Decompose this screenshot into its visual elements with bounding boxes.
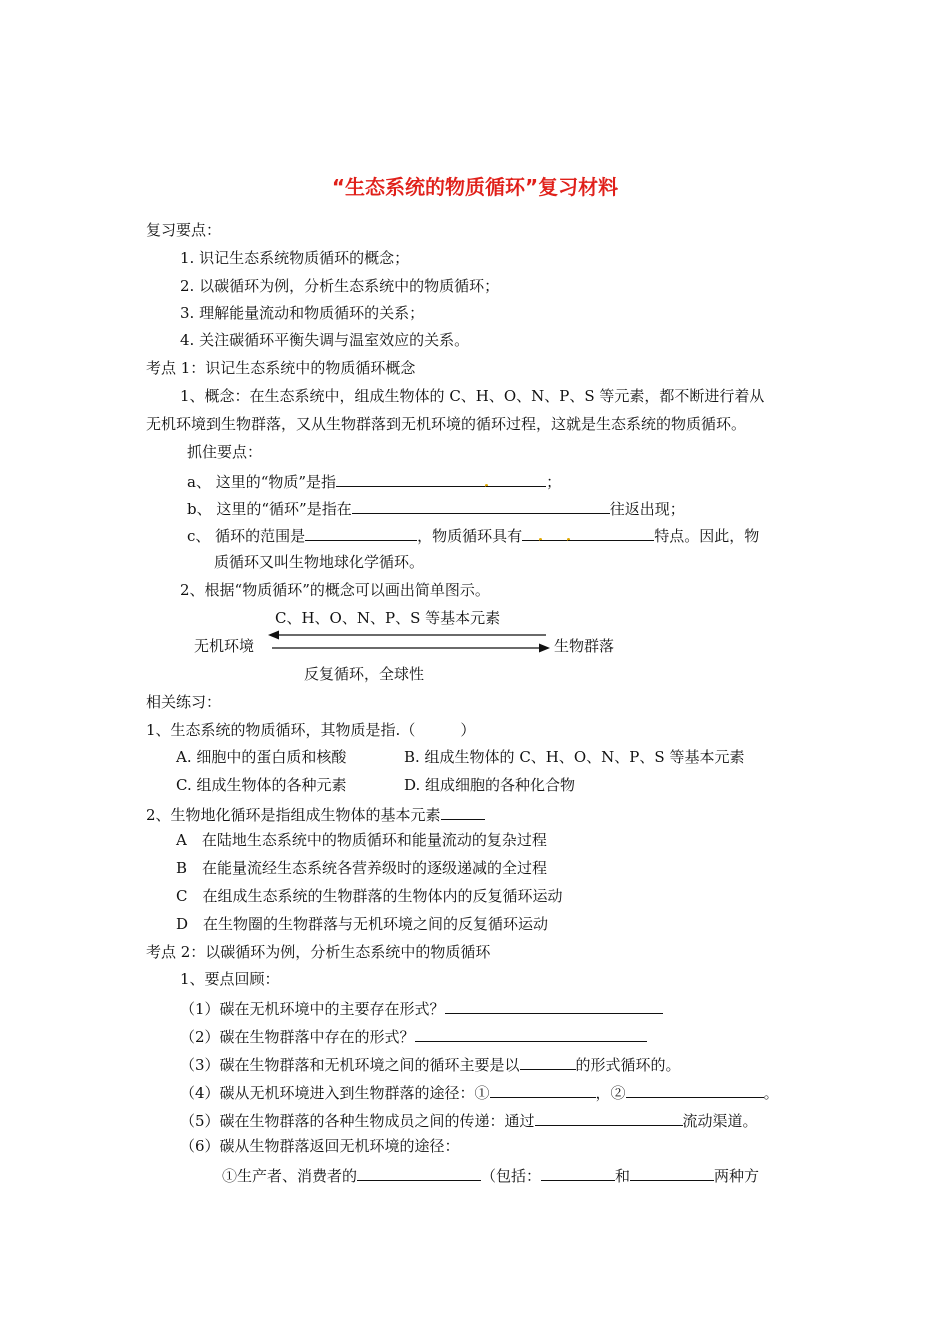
- page-title: “生态系统的物质循环”复习材料: [331, 175, 619, 199]
- kp1-diagram-intro: 2、根据“物质循环”的概念可以画出简单图示。: [180, 581, 490, 599]
- answer-blank[interactable]: [520, 1053, 576, 1070]
- practice-q2-option-a[interactable]: A 在陆地生态系统中的物质循环和能量流动的复杂过程: [176, 831, 547, 849]
- practice-q2: [146, 803, 485, 825]
- kp1-item-b-suffix: 往返出现；: [609, 500, 685, 518]
- kp2-q2: [180, 1025, 647, 1047]
- answer-blank[interactable]: [441, 803, 485, 820]
- review-point-item: 2. 以碳循环为例，分析生态系统中的物质循环；: [180, 277, 500, 295]
- kp2-q3-text: （3）碳在生物群落和无机环境之间的循环主要是以: [180, 1056, 520, 1074]
- diagram-bottom-label: 反复循环，全球性: [304, 665, 425, 683]
- answer-blank[interactable]: [336, 470, 486, 487]
- kp1-item-b-text: b、 这里的“循环”是指在: [187, 500, 352, 518]
- kp1-grasp: 抓住要点：: [187, 443, 263, 461]
- practice-q2-text: 2、生物地化循环是指组成生物体的基本元素: [146, 806, 441, 824]
- practice-q1: 1、生态系统的物质循环，其物质是指.（ ）: [146, 721, 476, 739]
- kp2-q6-item1: [222, 1164, 759, 1186]
- answer-blank[interactable]: [490, 1081, 596, 1098]
- kp2-q6-item1-mid1: （包括：: [481, 1167, 542, 1185]
- review-points-heading: 复习要点：: [146, 221, 222, 239]
- cycle-arrows-icon: [268, 628, 550, 654]
- kp1-item-c: [187, 524, 759, 546]
- kp2-q5: [180, 1109, 758, 1131]
- kp2-q1: [180, 997, 663, 1019]
- answer-blank[interactable]: [415, 1025, 647, 1042]
- answer-blank[interactable]: [541, 1164, 615, 1181]
- kp2-recap: 1、要点回顾：: [180, 970, 280, 988]
- kp1-item-c-line2: 质循环又叫生物地球化学循环。: [214, 553, 425, 571]
- kp1-heading: 考点 1：识记生态系统中的物质循环概念: [146, 359, 416, 377]
- kp1-item-c-suffix: 特点。因此，物: [654, 527, 760, 545]
- kp1-item-a: [187, 470, 561, 492]
- answer-blank[interactable]: [486, 470, 546, 487]
- answer-blank[interactable]: [445, 997, 663, 1014]
- kp1-item-c-text: c、 循环的范围是: [187, 527, 306, 545]
- answer-blank[interactable]: [630, 1164, 714, 1181]
- kp1-concept-line1: 1、概念：在生态系统中，组成生物体的 C、H、O、N、P、S 等元素，都不断进行着从: [180, 387, 765, 405]
- practice-q1-option-d[interactable]: D. 组成细胞的各种化合物: [404, 776, 576, 794]
- kp1-item-b: [187, 497, 685, 519]
- review-point-item: 1. 识记生态系统物质循环的概念；: [180, 249, 410, 267]
- practice-q2-option-c[interactable]: C 在组成生态系统的生物群落的生物体内的反复循环运动: [176, 887, 563, 905]
- diagram-right-label: 生物群落: [554, 637, 615, 655]
- answer-blank[interactable]: [522, 524, 540, 541]
- kp2-q5-text: （5）碳在生物群落的各种生物成员之间的传递：通过: [180, 1112, 535, 1130]
- answer-blank[interactable]: [352, 497, 610, 514]
- kp2-q4-mid: ，②: [595, 1084, 626, 1102]
- kp2-q2-text: （2）碳在生物群落中存在的形式？: [180, 1028, 415, 1046]
- answer-blank[interactable]: [568, 524, 654, 541]
- practice-q1-option-a[interactable]: A. 细胞中的蛋白质和核酸: [176, 748, 347, 766]
- review-point-item: 3. 理解能量流动和物质循环的关系；: [180, 304, 425, 322]
- kp2-q6-item1-text: ①生产者、消费者的: [222, 1167, 358, 1185]
- practice-q1-option-c[interactable]: C. 组成生物体的各种元素: [176, 776, 347, 794]
- kp2-q6-item1-mid2: 和: [615, 1167, 631, 1185]
- practice-q2-option-b[interactable]: B 在能量流经生态系统各营养级时的逐级递减的全过程: [176, 859, 548, 877]
- answer-blank[interactable]: [540, 524, 568, 541]
- practice-q2-option-d[interactable]: D 在生物圈的生物群落与无机环境之间的反复循环运动: [176, 915, 549, 933]
- review-point-item: 4. 关注碳循环平衡失调与温室效应的关系。: [180, 331, 470, 349]
- kp2-q4-text: （4）碳从无机环境进入到生物群落的途径：①: [180, 1084, 490, 1102]
- cycle-diagram: [180, 600, 640, 690]
- kp2-q3: [180, 1053, 681, 1075]
- kp2-q6-item1-suffix: 两种方: [714, 1167, 760, 1185]
- answer-blank[interactable]: [357, 1164, 481, 1181]
- kp1-item-c-mid: ，物质循环具有: [417, 527, 523, 545]
- kp1-concept-line2: 无机环境到生物群落，又从生物群落到无机环境的循环过程，这就是生态系统的物质循环。: [146, 415, 747, 433]
- practice-q1-option-b[interactable]: B. 组成生物体的 C、H、O、N、P、S 等基本元素: [404, 748, 745, 766]
- kp2-q5-suffix: 流动渠道。: [682, 1112, 758, 1130]
- diagram-left-label: 无机环境: [194, 637, 255, 655]
- answer-blank[interactable]: [305, 524, 417, 541]
- kp2-q1-text: （1）碳在无机环境中的主要存在形式？: [180, 1000, 445, 1018]
- kp1-item-a-text: a、 这里的“物质”是指: [187, 473, 337, 491]
- answer-blank[interactable]: [535, 1109, 683, 1126]
- kp2-q6: （6）碳从生物群落返回无机环境的途径：: [180, 1137, 460, 1155]
- kp2-q4: [180, 1081, 779, 1103]
- kp1-item-a-suffix: ；: [546, 473, 562, 491]
- kp2-q4-suffix: 。: [763, 1084, 779, 1102]
- answer-blank[interactable]: [626, 1081, 764, 1098]
- diagram-top-label: C、H、O、N、P、S 等基本元素: [275, 609, 501, 627]
- kp2-q3-suffix: 的形式循环的。: [575, 1056, 681, 1074]
- practice-heading: 相关练习：: [146, 693, 222, 711]
- kp2-heading: 考点 2：以碳循环为例，分析生态系统中的物质循环: [146, 943, 491, 961]
